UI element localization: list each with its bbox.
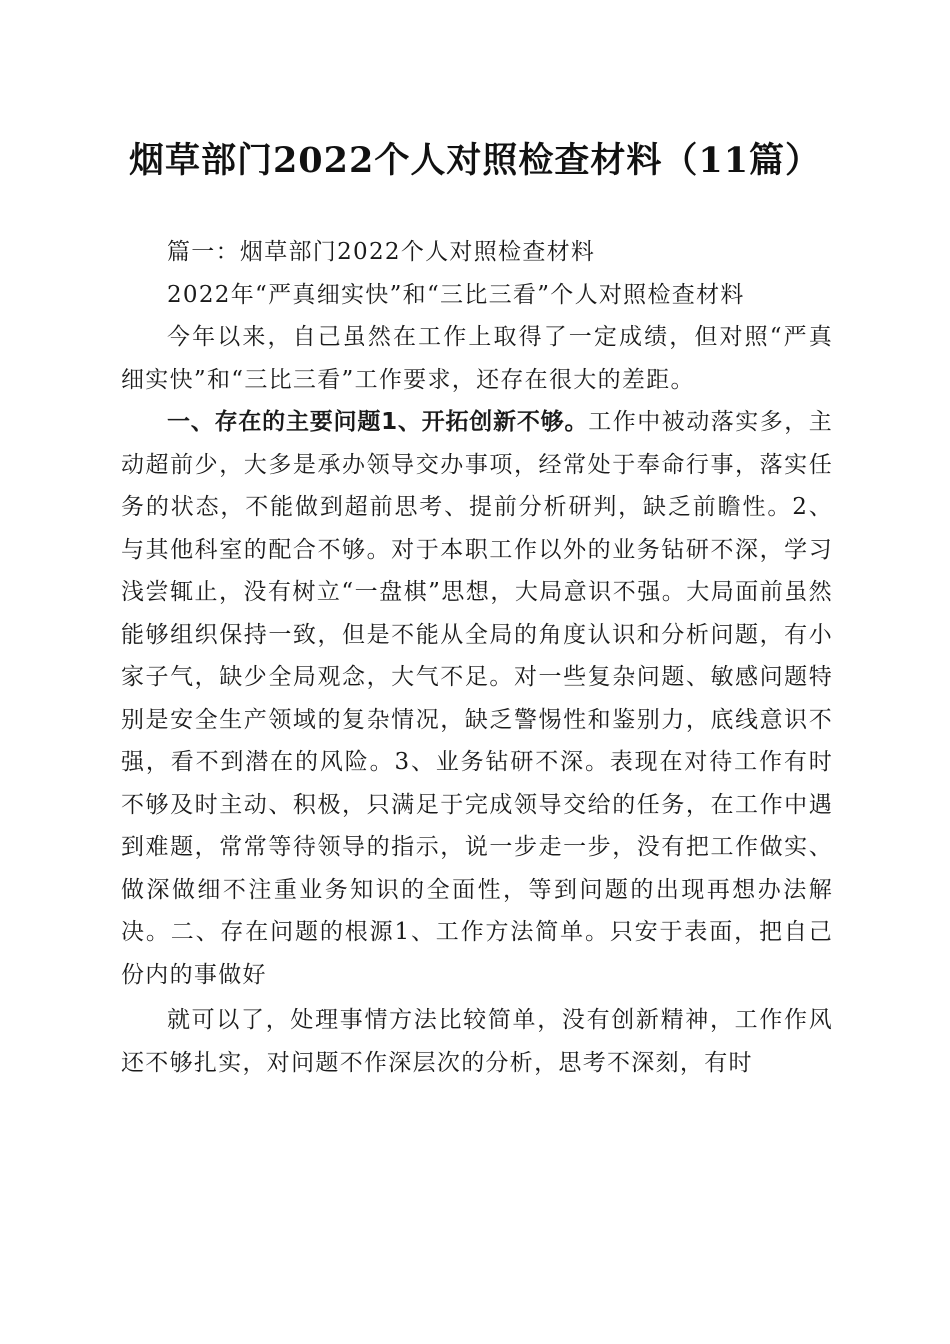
section-heading: 篇一：烟草部门2022个人对照检查材料 (167, 239, 596, 265)
problems-paragraph (121, 401, 833, 996)
problems-heading: 一、存在的主要问题1、开拓创新不够。 (167, 409, 589, 435)
continuation-paragraph: 就可以了，处理事情方法比较简单，没有创新精神，工作作风还不够扎实，对问题不作深层次的分析，思考不深刻，有时 (121, 1007, 833, 1076)
intro-paragraph: 今年以来，自己虽然在工作上取得了一定成绩，但对照“严真细实快”和“三比三看”工作要求，还存在很大的差距。 (121, 324, 833, 393)
document-subtitle: 2022年“严真细实快”和“三比三看”个人对照检查材料 (167, 281, 745, 308)
document-body (121, 231, 833, 1084)
problems-text: 工作中被动落实多，主动超前少，大多是承办领导交办事项，经常处于奉命行事，落实任务的状态，不能做到超前思考、提前分析研判，缺乏前瞻性。2、与其他科室的配合不够。对于本职工作以外的业务钻研不深，学习浅尝辄止，没有树立“一盘棋”思想，大局意识不强。大局面前虽然能够组织保持一致，但是不能从全局的角度认识和分析问题，有小家子气，缺少全局观念，大气不足。对一些复杂问题、敏感问题特别是安全生产领域的复杂情况，缺乏警惕性和鉴别力，底线意识不强，看不到潜在的风险。3、业务钻研不深。表现在对待工作有时不够及时主动、积极，只满足于完成领导交给的任务，在工作中遇到难题，常常等待领导的指示，说一步走一步，没有把工作做实、做深做细不注重业务知识的全面性，等到问题的出现再想办法解决。二、存在问题的根源1、工作方法简单。只安于表面，把自己份内的事做好 (121, 409, 833, 988)
document-title: 烟草部门2022个人对照检查材料（11篇） (128, 140, 822, 181)
